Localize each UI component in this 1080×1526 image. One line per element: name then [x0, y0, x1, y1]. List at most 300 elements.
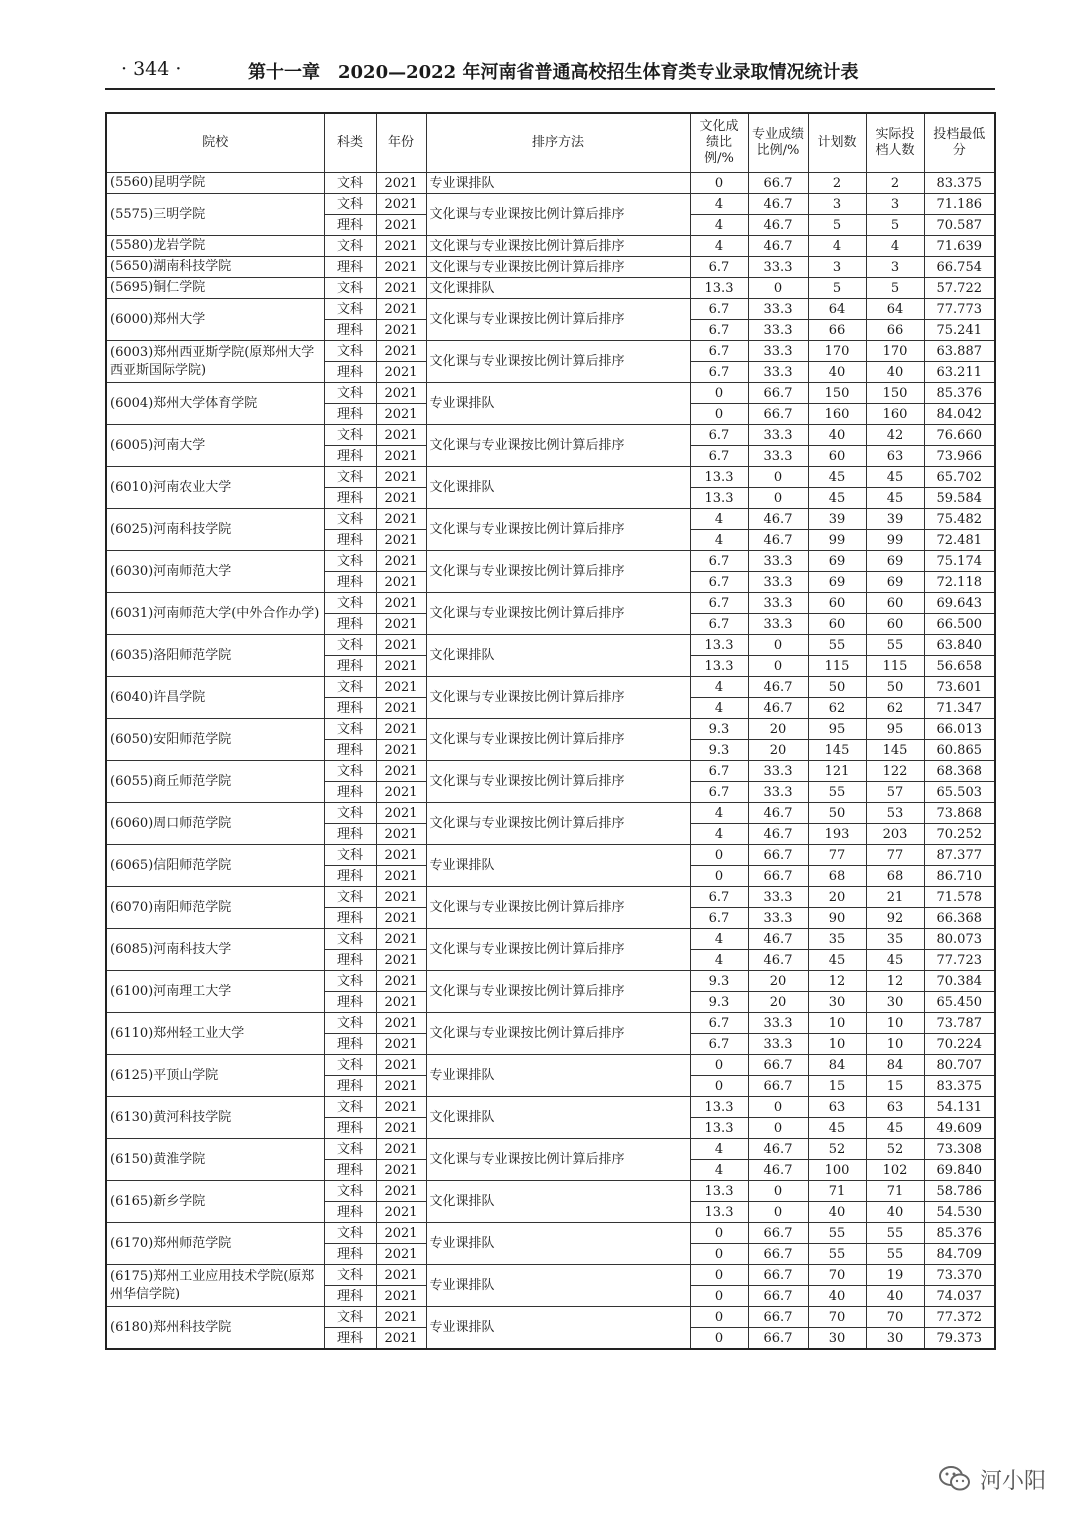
actual-count-cell: 55: [866, 1223, 924, 1244]
subject-cell: 理科: [324, 1244, 376, 1265]
major-ratio-cell: 33.3: [748, 257, 808, 278]
plan-count-cell: 3: [808, 257, 866, 278]
ranking-method-cell: 文化课与专业课按比例计算后排序: [426, 551, 690, 593]
plan-count-cell: 45: [808, 950, 866, 971]
actual-count-cell: 53: [866, 803, 924, 824]
culture-ratio-cell: 13.3: [690, 467, 748, 488]
plan-count-cell: 10: [808, 1034, 866, 1055]
year-cell: 2021: [376, 320, 426, 341]
culture-ratio-cell: 4: [690, 1139, 748, 1160]
min-score-cell: 58.786: [924, 1181, 995, 1202]
ranking-method-cell: 文化课与专业课按比例计算后排序: [426, 299, 690, 341]
year-cell: 2021: [376, 614, 426, 635]
actual-count-cell: 60: [866, 614, 924, 635]
actual-count-cell: 21: [866, 887, 924, 908]
actual-count-cell: 70: [866, 1307, 924, 1328]
ranking-method-cell: 文化课与专业课按比例计算后排序: [426, 236, 690, 257]
ranking-method-cell: 文化课与专业课按比例计算后排序: [426, 719, 690, 761]
major-ratio-cell: 46.7: [748, 215, 808, 236]
actual-count-cell: 68: [866, 866, 924, 887]
subject-cell: 文科: [324, 341, 376, 362]
major-ratio-cell: 20: [748, 740, 808, 761]
year-cell: 2021: [376, 509, 426, 530]
min-score-cell: 73.370: [924, 1265, 995, 1286]
plan-count-cell: 60: [808, 614, 866, 635]
actual-count-cell: 39: [866, 509, 924, 530]
major-ratio-cell: 66.7: [748, 1223, 808, 1244]
subject-cell: 理科: [324, 782, 376, 803]
subject-cell: 文科: [324, 383, 376, 404]
major-ratio-cell: 20: [748, 992, 808, 1013]
major-ratio-cell: 66.7: [748, 866, 808, 887]
culture-ratio-cell: 0: [690, 404, 748, 425]
actual-count-cell: 4: [866, 236, 924, 257]
plan-count-cell: 150: [808, 383, 866, 404]
min-score-cell: 75.482: [924, 509, 995, 530]
plan-count-cell: 99: [808, 530, 866, 551]
col-header: 院校: [106, 113, 324, 173]
plan-count-cell: 70: [808, 1265, 866, 1286]
subject-cell: 理科: [324, 572, 376, 593]
min-score-cell: 73.308: [924, 1139, 995, 1160]
plan-count-cell: 100: [808, 1160, 866, 1181]
min-score-cell: 60.865: [924, 740, 995, 761]
plan-count-cell: 5: [808, 215, 866, 236]
actual-count-cell: 55: [866, 1244, 924, 1265]
plan-count-cell: 95: [808, 719, 866, 740]
year-cell: 2021: [376, 740, 426, 761]
culture-ratio-cell: 6.7: [690, 257, 748, 278]
min-score-cell: 65.503: [924, 782, 995, 803]
year-cell: 2021: [376, 1034, 426, 1055]
subject-cell: 文科: [324, 593, 376, 614]
major-ratio-cell: 33.3: [748, 362, 808, 383]
subject-cell: 理科: [324, 362, 376, 383]
subject-cell: 理科: [324, 530, 376, 551]
subject-cell: 文科: [324, 425, 376, 446]
major-ratio-cell: 0: [748, 1202, 808, 1223]
table-row: [106, 551, 995, 572]
subject-cell: 文科: [324, 509, 376, 530]
culture-ratio-cell: 0: [690, 1307, 748, 1328]
plan-count-cell: 121: [808, 761, 866, 782]
culture-ratio-cell: 0: [690, 866, 748, 887]
plan-count-cell: 5: [808, 278, 866, 299]
col-header: 投档最低分: [924, 113, 995, 173]
ranking-method-cell: 专业课排队: [426, 383, 690, 425]
min-score-cell: 80.073: [924, 929, 995, 950]
min-score-cell: 79.373: [924, 1328, 995, 1350]
table-row: [106, 761, 995, 782]
min-score-cell: 70.224: [924, 1034, 995, 1055]
min-score-cell: 65.702: [924, 467, 995, 488]
year-cell: 2021: [376, 1307, 426, 1328]
school-name-cell: (5560)昆明学院: [106, 173, 324, 194]
subject-cell: 文科: [324, 887, 376, 908]
col-header: 文化成绩比例/%: [690, 113, 748, 173]
table-row: [106, 677, 995, 698]
actual-count-cell: 99: [866, 530, 924, 551]
year-cell: 2021: [376, 488, 426, 509]
table-row: [106, 509, 995, 530]
subject-cell: 文科: [324, 845, 376, 866]
actual-count-cell: 40: [866, 1202, 924, 1223]
col-header: 实际投档人数: [866, 113, 924, 173]
major-ratio-cell: 33.3: [748, 299, 808, 320]
min-score-cell: 73.868: [924, 803, 995, 824]
culture-ratio-cell: 6.7: [690, 572, 748, 593]
culture-ratio-cell: 9.3: [690, 971, 748, 992]
culture-ratio-cell: 0: [690, 1328, 748, 1350]
subject-cell: 文科: [324, 551, 376, 572]
year-cell: 2021: [376, 572, 426, 593]
min-score-cell: 73.787: [924, 1013, 995, 1034]
subject-cell: 理科: [324, 1118, 376, 1139]
subject-cell: 文科: [324, 1055, 376, 1076]
year-cell: 2021: [376, 1265, 426, 1286]
subject-cell: 理科: [324, 1202, 376, 1223]
actual-count-cell: 60: [866, 593, 924, 614]
min-score-cell: 80.707: [924, 1055, 995, 1076]
culture-ratio-cell: 13.3: [690, 278, 748, 299]
culture-ratio-cell: 6.7: [690, 446, 748, 467]
plan-count-cell: 55: [808, 1244, 866, 1265]
table-row: [106, 299, 995, 320]
plan-count-cell: 35: [808, 929, 866, 950]
major-ratio-cell: 33.3: [748, 614, 808, 635]
min-score-cell: 54.530: [924, 1202, 995, 1223]
table-row: [106, 1223, 995, 1244]
subject-cell: 文科: [324, 173, 376, 194]
actual-count-cell: 122: [866, 761, 924, 782]
school-name-cell: (6030)河南师范大学: [106, 551, 324, 593]
major-ratio-cell: 0: [748, 278, 808, 299]
plan-count-cell: 10: [808, 1013, 866, 1034]
actual-count-cell: 115: [866, 656, 924, 677]
plan-count-cell: 60: [808, 593, 866, 614]
plan-count-cell: 30: [808, 992, 866, 1013]
major-ratio-cell: 66.7: [748, 1055, 808, 1076]
min-score-cell: 85.376: [924, 383, 995, 404]
school-name-cell: (6055)商丘师范学院: [106, 761, 324, 803]
min-score-cell: 75.241: [924, 320, 995, 341]
min-score-cell: 65.450: [924, 992, 995, 1013]
major-ratio-cell: 46.7: [748, 530, 808, 551]
year-cell: 2021: [376, 1139, 426, 1160]
year-cell: 2021: [376, 803, 426, 824]
subject-cell: 理科: [324, 1076, 376, 1097]
year-cell: 2021: [376, 257, 426, 278]
school-name-cell: (6060)周口师范学院: [106, 803, 324, 845]
actual-count-cell: 69: [866, 572, 924, 593]
culture-ratio-cell: 0: [690, 1076, 748, 1097]
subject-cell: 理科: [324, 404, 376, 425]
min-score-cell: 68.368: [924, 761, 995, 782]
actual-count-cell: 15: [866, 1076, 924, 1097]
actual-count-cell: 50: [866, 677, 924, 698]
school-name-cell: (6165)新乡学院: [106, 1181, 324, 1223]
actual-count-cell: 63: [866, 446, 924, 467]
actual-count-cell: 84: [866, 1055, 924, 1076]
year-cell: 2021: [376, 1118, 426, 1139]
culture-ratio-cell: 6.7: [690, 1034, 748, 1055]
year-cell: 2021: [376, 1244, 426, 1265]
culture-ratio-cell: 6.7: [690, 614, 748, 635]
actual-count-cell: 69: [866, 551, 924, 572]
year-cell: 2021: [376, 278, 426, 299]
min-score-cell: 84.709: [924, 1244, 995, 1265]
actual-count-cell: 40: [866, 1286, 924, 1307]
min-score-cell: 77.723: [924, 950, 995, 971]
year-cell: 2021: [376, 761, 426, 782]
culture-ratio-cell: 6.7: [690, 782, 748, 803]
actual-count-cell: 10: [866, 1013, 924, 1034]
year-cell: 2021: [376, 467, 426, 488]
plan-count-cell: 90: [808, 908, 866, 929]
min-score-cell: 73.601: [924, 677, 995, 698]
subject-cell: 文科: [324, 719, 376, 740]
ranking-method-cell: 文化课与专业课按比例计算后排序: [426, 1013, 690, 1055]
page-header: [105, 52, 995, 90]
subject-cell: 文科: [324, 1307, 376, 1328]
major-ratio-cell: 33.3: [748, 908, 808, 929]
ranking-method-cell: 专业课排队: [426, 1055, 690, 1097]
school-name-cell: (6050)安阳师范学院: [106, 719, 324, 761]
table-row: [106, 845, 995, 866]
min-score-cell: 83.375: [924, 1076, 995, 1097]
plan-count-cell: 50: [808, 677, 866, 698]
school-name-cell: (6005)河南大学: [106, 425, 324, 467]
subject-cell: 理科: [324, 950, 376, 971]
school-name-cell: (6070)南阳师范学院: [106, 887, 324, 929]
subject-cell: 文科: [324, 1139, 376, 1160]
table-row: [106, 971, 995, 992]
actual-count-cell: 3: [866, 257, 924, 278]
ranking-method-cell: 文化课与专业课按比例计算后排序: [426, 677, 690, 719]
plan-count-cell: 45: [808, 1118, 866, 1139]
major-ratio-cell: 66.7: [748, 1244, 808, 1265]
culture-ratio-cell: 0: [690, 1223, 748, 1244]
culture-ratio-cell: 6.7: [690, 887, 748, 908]
year-cell: 2021: [376, 404, 426, 425]
major-ratio-cell: 46.7: [748, 929, 808, 950]
table-row: [106, 173, 995, 194]
school-name-cell: (6040)许昌学院: [106, 677, 324, 719]
major-ratio-cell: 66.7: [748, 1286, 808, 1307]
culture-ratio-cell: 4: [690, 509, 748, 530]
plan-count-cell: 193: [808, 824, 866, 845]
school-name-cell: (5575)三明学院: [106, 194, 324, 236]
year-cell: 2021: [376, 656, 426, 677]
major-ratio-cell: 33.3: [748, 782, 808, 803]
culture-ratio-cell: 6.7: [690, 908, 748, 929]
culture-ratio-cell: 6.7: [690, 320, 748, 341]
min-score-cell: 63.887: [924, 341, 995, 362]
major-ratio-cell: 33.3: [748, 1034, 808, 1055]
year-cell: 2021: [376, 194, 426, 215]
year-cell: 2021: [376, 236, 426, 257]
culture-ratio-cell: 6.7: [690, 362, 748, 383]
subject-cell: 理科: [324, 698, 376, 719]
plan-count-cell: 30: [808, 1328, 866, 1350]
major-ratio-cell: 33.3: [748, 551, 808, 572]
min-score-cell: 56.658: [924, 656, 995, 677]
year-cell: 2021: [376, 992, 426, 1013]
min-score-cell: 73.966: [924, 446, 995, 467]
major-ratio-cell: 33.3: [748, 593, 808, 614]
col-header: 排序方法: [426, 113, 690, 173]
year-cell: 2021: [376, 824, 426, 845]
actual-count-cell: 2: [866, 173, 924, 194]
plan-count-cell: 3: [808, 194, 866, 215]
subject-cell: 理科: [324, 320, 376, 341]
plan-count-cell: 2: [808, 173, 866, 194]
plan-count-cell: 66: [808, 320, 866, 341]
school-name-cell: (6065)信阳师范学院: [106, 845, 324, 887]
major-ratio-cell: 66.7: [748, 1265, 808, 1286]
school-name-cell: (6003)郑州西亚斯学院(原郑州大学西亚斯国际学院): [106, 341, 324, 383]
culture-ratio-cell: 4: [690, 530, 748, 551]
plan-count-cell: 84: [808, 1055, 866, 1076]
culture-ratio-cell: 6.7: [690, 299, 748, 320]
subject-cell: 文科: [324, 635, 376, 656]
plan-count-cell: 40: [808, 1202, 866, 1223]
table-row: [106, 278, 995, 299]
subject-cell: 理科: [324, 656, 376, 677]
school-name-cell: (6130)黄河科技学院: [106, 1097, 324, 1139]
min-score-cell: 54.131: [924, 1097, 995, 1118]
table-row: [106, 929, 995, 950]
plan-count-cell: 69: [808, 572, 866, 593]
actual-count-cell: 170: [866, 341, 924, 362]
major-ratio-cell: 20: [748, 719, 808, 740]
major-ratio-cell: 46.7: [748, 1139, 808, 1160]
actual-count-cell: 150: [866, 383, 924, 404]
actual-count-cell: 145: [866, 740, 924, 761]
culture-ratio-cell: 0: [690, 1286, 748, 1307]
actual-count-cell: 5: [866, 278, 924, 299]
plan-count-cell: 62: [808, 698, 866, 719]
plan-count-cell: 12: [808, 971, 866, 992]
plan-count-cell: 45: [808, 467, 866, 488]
table-row: [106, 1055, 995, 1076]
actual-count-cell: 35: [866, 929, 924, 950]
actual-count-cell: 45: [866, 488, 924, 509]
actual-count-cell: 63: [866, 1097, 924, 1118]
table-row: [106, 257, 995, 278]
major-ratio-cell: 46.7: [748, 509, 808, 530]
ranking-method-cell: 专业课排队: [426, 1265, 690, 1307]
min-score-cell: 84.042: [924, 404, 995, 425]
min-score-cell: 49.609: [924, 1118, 995, 1139]
subject-cell: 文科: [324, 761, 376, 782]
wechat-icon: [938, 1464, 972, 1494]
table-row: [106, 1307, 995, 1328]
actual-count-cell: 95: [866, 719, 924, 740]
table-row: [106, 425, 995, 446]
school-name-cell: (6025)河南科技学院: [106, 509, 324, 551]
year-cell: 2021: [376, 446, 426, 467]
table-row: [106, 1265, 995, 1286]
subject-cell: 理科: [324, 740, 376, 761]
ranking-method-cell: 文化课与专业课按比例计算后排序: [426, 971, 690, 1013]
major-ratio-cell: 46.7: [748, 194, 808, 215]
min-score-cell: 66.500: [924, 614, 995, 635]
subject-cell: 理科: [324, 1328, 376, 1350]
actual-count-cell: 203: [866, 824, 924, 845]
subject-cell: 文科: [324, 1013, 376, 1034]
min-score-cell: 75.174: [924, 551, 995, 572]
subject-cell: 文科: [324, 299, 376, 320]
culture-ratio-cell: 4: [690, 1160, 748, 1181]
school-name-cell: (6100)河南理工大学: [106, 971, 324, 1013]
school-name-cell: (6085)河南科技大学: [106, 929, 324, 971]
culture-ratio-cell: 13.3: [690, 635, 748, 656]
subject-cell: 理科: [324, 446, 376, 467]
plan-count-cell: 60: [808, 446, 866, 467]
year-cell: 2021: [376, 1013, 426, 1034]
subject-cell: 文科: [324, 467, 376, 488]
year-cell: 2021: [376, 782, 426, 803]
min-score-cell: 69.840: [924, 1160, 995, 1181]
culture-ratio-cell: 0: [690, 383, 748, 404]
major-ratio-cell: 66.7: [748, 173, 808, 194]
table-row: [106, 803, 995, 824]
school-name-cell: (6175)郑州工业应用技术学院(原郑州华信学院): [106, 1265, 324, 1307]
major-ratio-cell: 46.7: [748, 803, 808, 824]
ranking-method-cell: 文化课排队: [426, 1097, 690, 1139]
year-cell: 2021: [376, 887, 426, 908]
min-score-cell: 72.481: [924, 530, 995, 551]
ranking-method-cell: 文化课与专业课按比例计算后排序: [426, 341, 690, 383]
year-cell: 2021: [376, 971, 426, 992]
plan-count-cell: 40: [808, 1286, 866, 1307]
culture-ratio-cell: 9.3: [690, 992, 748, 1013]
major-ratio-cell: 46.7: [748, 698, 808, 719]
year-cell: 2021: [376, 845, 426, 866]
school-name-cell: (6180)郑州科技学院: [106, 1307, 324, 1350]
actual-count-cell: 92: [866, 908, 924, 929]
major-ratio-cell: 33.3: [748, 761, 808, 782]
min-score-cell: 77.773: [924, 299, 995, 320]
table-row: [106, 467, 995, 488]
ranking-method-cell: 文化课与专业课按比例计算后排序: [426, 887, 690, 929]
year-cell: 2021: [376, 1055, 426, 1076]
subject-cell: 理科: [324, 824, 376, 845]
culture-ratio-cell: 6.7: [690, 761, 748, 782]
subject-cell: 理科: [324, 614, 376, 635]
min-score-cell: 72.118: [924, 572, 995, 593]
subject-cell: 理科: [324, 1286, 376, 1307]
major-ratio-cell: 0: [748, 635, 808, 656]
year-cell: 2021: [376, 1076, 426, 1097]
min-score-cell: 71.578: [924, 887, 995, 908]
ranking-method-cell: 文化课与专业课按比例计算后排序: [426, 509, 690, 551]
actual-count-cell: 3: [866, 194, 924, 215]
school-name-cell: (6031)河南师范大学(中外合作办学): [106, 593, 324, 635]
year-cell: 2021: [376, 1286, 426, 1307]
year-cell: 2021: [376, 1097, 426, 1118]
subject-cell: 文科: [324, 1223, 376, 1244]
ranking-method-cell: 文化课与专业课按比例计算后排序: [426, 803, 690, 845]
actual-count-cell: 19: [866, 1265, 924, 1286]
plan-count-cell: 68: [808, 866, 866, 887]
plan-count-cell: 39: [808, 509, 866, 530]
plan-count-cell: 145: [808, 740, 866, 761]
subject-cell: 文科: [324, 1097, 376, 1118]
ranking-method-cell: 文化课与专业课按比例计算后排序: [426, 425, 690, 467]
plan-count-cell: 15: [808, 1076, 866, 1097]
